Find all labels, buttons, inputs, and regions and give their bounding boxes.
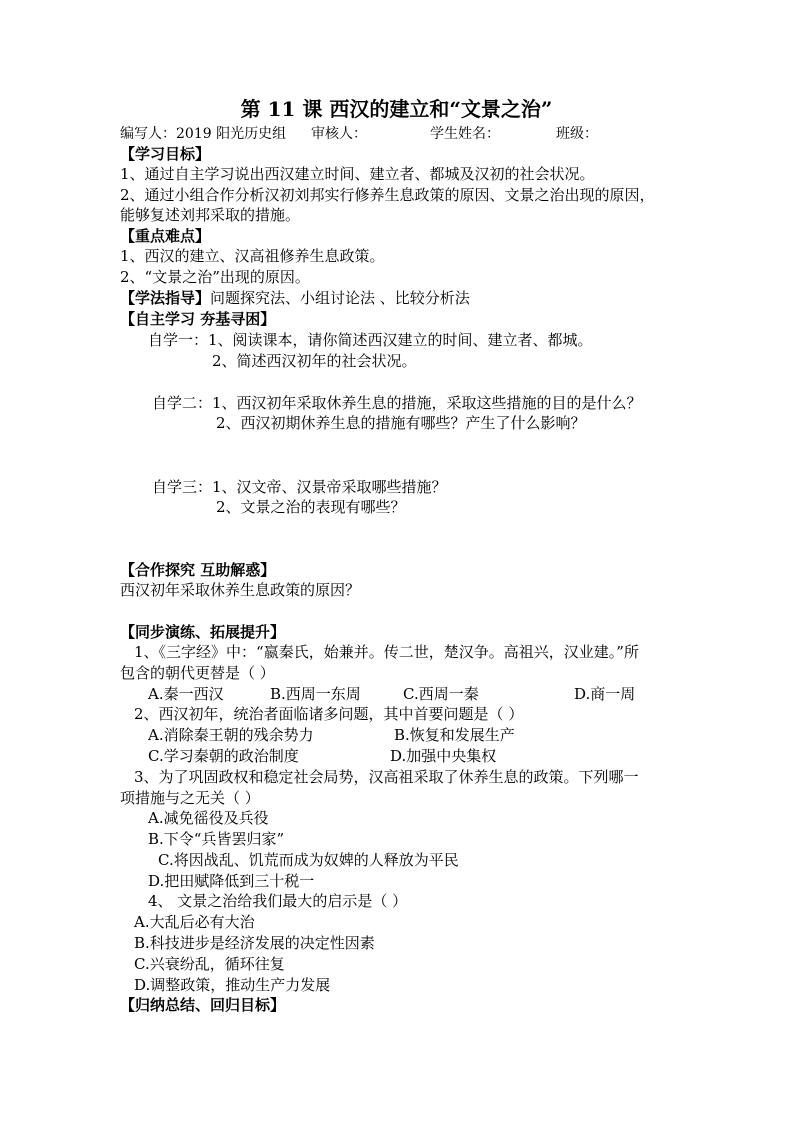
- self-study-3-line: 2、文景之治的表现有哪些？: [216, 498, 406, 516]
- question-4-option: D.调整政策，推动生产力发展: [134, 976, 331, 994]
- question-1-option: D.商一周: [574, 685, 636, 703]
- student-name-label: 学生姓名：: [430, 126, 500, 142]
- goals-heading: 【学习目标】: [120, 145, 211, 163]
- question-4-option: B.科技进步是经济发展的决定性因素: [134, 934, 375, 952]
- self-study-2-line: 2、西汉初期休养生息的措施有哪些？产生了什么影响？: [216, 414, 586, 432]
- self-study-heading: 【自主学习 夯基寻困】: [120, 310, 276, 328]
- question-3-option: A.减免徭役及兵役: [148, 809, 269, 827]
- self-study-2-line: 自学二：1、西汉初年采取休养生息的措施，采取这些措施的目的是什么？: [152, 394, 642, 412]
- author-label: 编写人：2019 阳光历史组: [120, 126, 287, 142]
- question-1-stem: 1、《三字经》中：“嬴秦氏，始兼并。传二世，楚汉争。高祖兴，汉业建。”所: [134, 643, 639, 661]
- method-text: 问题探究法、小组讨论法 、比较分析法: [210, 289, 470, 307]
- question-1-option: B.西周一东周: [270, 685, 361, 703]
- question-2-option: A.消除秦王朝的残余势力: [148, 726, 314, 744]
- cooperation-question: 西汉初年采取休养生息政策的原因？: [120, 581, 361, 599]
- question-2-option: C.学习秦朝的政治制度: [148, 747, 299, 765]
- key-point-item: 1、西汉的建立、汉高祖修养生息政策。: [120, 247, 385, 265]
- question-3-option: C.将因战乱、饥荒而成为奴婢的人释放为平民: [158, 851, 459, 869]
- key-point-item: 2、“文景之治”出现的原因。: [120, 268, 310, 286]
- goal-item: 1、通过自主学习说出西汉建立时间、建立者、都城及汉初的社会状况。: [120, 165, 595, 183]
- summary-heading: 【归纳总结、回归目标】: [120, 996, 286, 1014]
- question-3-option: B.下令“兵皆罢归家”: [148, 830, 285, 848]
- question-4-option: A.大乱后必有大治: [134, 913, 255, 931]
- reviewer-label: 审核人：: [311, 126, 367, 142]
- goal-item: 2、通过小组合作分析汉初刘邦实行修养生息政策的原因、文景之治出现的原因，: [120, 186, 655, 204]
- question-1-option: A.秦一西汉: [148, 685, 224, 703]
- method-heading: 【学法指导】: [120, 289, 211, 307]
- self-study-3-line: 自学三：1、汉文帝、汉景帝采取哪些措施？: [152, 478, 447, 496]
- self-study-1-line: 自学一：1、阅读课本，请你简述西汉建立的时间、建立者、都城。: [148, 331, 593, 349]
- method-line: [120, 288, 470, 308]
- question-2-option: B.恢复和发展生产: [394, 726, 515, 744]
- question-4-option: C.兴衰纷乱，循环往复: [134, 955, 285, 973]
- page-title: 第 11 课 西汉的建立和“文景之治”: [240, 97, 553, 121]
- class-label: 班级：: [556, 126, 598, 142]
- question-3-stem: 3、为了巩固政权和稳定社会局势，汉高祖采取了休养生息的政策。下列哪一: [134, 768, 639, 786]
- practice-heading: 【同步演练、拓展提升】: [120, 623, 286, 641]
- cooperation-heading: 【合作探究 互助解惑】: [120, 561, 276, 579]
- question-4-stem: 4、 文景之治给我们最大的启示是（ ）: [148, 892, 408, 910]
- question-3-stem: 项措施与之无关（ ）: [120, 789, 260, 807]
- question-2-option: D.加强中央集权: [390, 747, 497, 765]
- goal-item: 能够复述刘邦采取的措施。: [120, 206, 301, 224]
- key-points-heading: 【重点难点】: [120, 227, 211, 245]
- self-study-1-line: 2、简述西汉初年的社会状况。: [212, 352, 417, 370]
- question-2-stem: 2、西汉初年，统治者面临诸多问题，其中首要问题是（ ）: [134, 705, 524, 723]
- question-3-option: D.把田赋降低到三十税一: [148, 872, 315, 890]
- question-1-stem: 包含的朝代更替是（ ）: [120, 664, 275, 682]
- question-1-option: C.西周一秦: [403, 685, 479, 703]
